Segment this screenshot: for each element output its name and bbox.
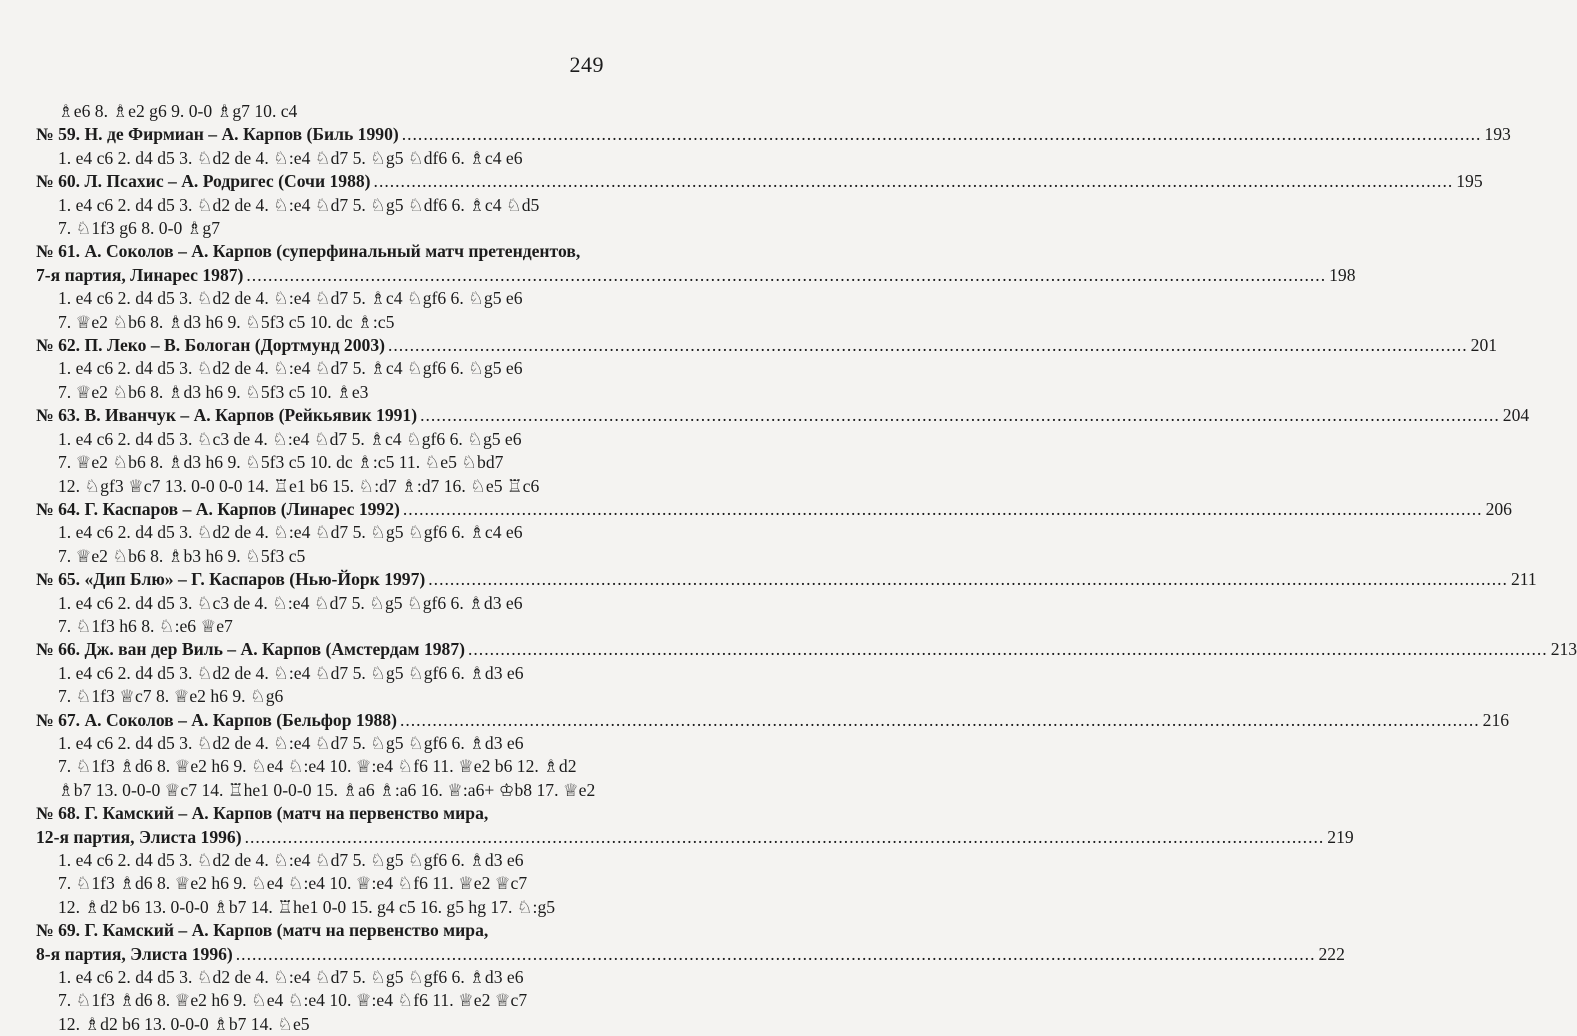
entry-title: № 67. А. Соколов – А. Карпов (Бельфор 1988) bbox=[36, 709, 397, 730]
toc-entry-heading bbox=[36, 638, 1577, 661]
toc-entry-heading bbox=[36, 123, 1511, 146]
move-sequence: 1. e4 c6 2. d4 d5 3. ♘d2 de 4. ♘:e4 ♘d7 5. ♗c4 ♘gf6 6. ♘g5 e6 bbox=[58, 358, 523, 379]
move-sequence: 12. ♗d2 b6 13. 0-0-0 ♗b7 14. ♘e5 bbox=[58, 1013, 310, 1034]
move-sequence: 1. e4 c6 2. d4 d5 3. ♘d2 de 4. ♘:e4 ♘d7 5. ♘g5 ♘gf6 6. ♗d3 e6 bbox=[58, 732, 524, 753]
entry-title: № 68. Г. Камский – А. Карпов (матч на первенство мира, bbox=[36, 803, 489, 824]
leader-dots: ........................................................................................................................................................................................................ bbox=[399, 709, 1480, 730]
entry-title: 7-я партия, Линарес 1987) bbox=[36, 264, 244, 285]
entry-title: № 66. Дж. ван дер Виль – А. Карпов (Амстердам 1987) bbox=[36, 639, 465, 660]
move-sequence: 1. e4 c6 2. d4 d5 3. ♘d2 de 4. ♘:e4 ♘d7 5. ♘g5 ♘df6 6. ♗c4 ♘d5 bbox=[58, 194, 540, 215]
move-sequence: 1. e4 c6 2. d4 d5 3. ♘d2 de 4. ♘:e4 ♘d7 5. ♘g5 ♘gf6 6. ♗d3 e6 bbox=[58, 850, 524, 870]
entry-title: № 60. Л. Псахис – А. Родригес (Сочи 1988) bbox=[36, 171, 371, 192]
leader-dots: ........................................................................................................................................................................................................ bbox=[402, 498, 1483, 519]
entry-page-number: 222 bbox=[1318, 943, 1345, 964]
move-sequence: 7. ♕e2 ♘b6 8. ♗d3 h6 9. ♘5f3 c5 10. ♗e3 bbox=[58, 381, 369, 402]
move-sequence: 7. ♘1f3 ♗d6 8. ♕e2 h6 9. ♘e4 ♘:e4 10. ♕:e4 ♘f6 11. ♕e2 ♕c7 bbox=[58, 873, 528, 894]
leader-dots: ........................................................................................................................................................................................................ bbox=[244, 826, 1325, 847]
move-sequence: 1. e4 c6 2. d4 d5 3. ♘d2 de 4. ♘:e4 ♘d7 5. ♘g5 ♘gf6 6. ♗d3 e6 bbox=[58, 662, 524, 683]
toc-entry-heading bbox=[36, 170, 1483, 193]
move-sequence: 1. e4 c6 2. d4 d5 3. ♘d2 de 4. ♘:e4 ♘d7 5. ♗c4 ♘gf6 6. ♘g5 e6 bbox=[58, 288, 523, 309]
leader-dots: ........................................................................................................................................................................................................ bbox=[235, 943, 1316, 964]
toc-entry-heading bbox=[36, 568, 1537, 591]
entry-title: № 64. Г. Каспаров – А. Карпов (Линарес 1992) bbox=[36, 498, 400, 519]
move-sequence: 12. ♗d2 b6 13. 0-0-0 ♗b7 14. ♖he1 0-0 15. g4 c5 16. g5 hg 17. ♘:g5 bbox=[58, 896, 556, 917]
entry-page-number: 201 bbox=[1470, 335, 1498, 356]
entry-title: № 61. А. Соколов – А. Карпов (суперфинальный матч претендентов, bbox=[36, 241, 581, 262]
move-sequence: 1. e4 c6 2. d4 d5 3. ♘c3 de 4. ♘:e4 ♘d7 5. ♘g5 ♘gf6 6. ♗d3 e6 bbox=[58, 592, 523, 613]
move-sequence: 7. ♕e2 ♘b6 8. ♗d3 h6 9. ♘5f3 c5 10. dc ♗:c5 bbox=[58, 311, 395, 332]
table-of-contents bbox=[36, 100, 1577, 1036]
move-sequence: 7. ♘1f3 h6 8. ♘:e6 ♕e7 bbox=[58, 615, 233, 636]
move-sequence: 7. ♘1f3 ♗d6 8. ♕e2 h6 9. ♘e4 ♘:e4 10. ♕:e4 ♘f6 11. ♕e2 ♕c7 bbox=[58, 990, 528, 1011]
leader-dots: ........................................................................................................................................................................................................ bbox=[401, 124, 1482, 145]
page-number: 249 bbox=[569, 52, 604, 77]
leader-dots: ........................................................................................................................................................................................................ bbox=[246, 264, 1327, 285]
entry-page-number: 193 bbox=[1484, 124, 1511, 145]
leader-dots: ........................................................................................................................................................................................................ bbox=[428, 569, 1508, 590]
toc-entry-heading bbox=[36, 264, 1356, 287]
entry-page-number: 206 bbox=[1485, 498, 1512, 519]
move-sequence: 7. ♕e2 ♘b6 8. ♗d3 h6 9. ♘5f3 c5 10. dc ♗:c5 11. ♘e5 ♘bd7 bbox=[58, 452, 504, 473]
move-sequence: 7. ♘1f3 g6 8. 0-0 ♗g7 bbox=[58, 218, 221, 239]
entry-page-number: 219 bbox=[1327, 826, 1354, 847]
move-sequence: 12. ♘gf3 ♕c7 13. 0-0 0-0 14. ♖e1 b6 15. ♘:d7 ♗:d7 16. ♘e5 ♖c6 bbox=[58, 475, 540, 496]
toc-entry-heading bbox=[36, 709, 1510, 732]
toc-entry-heading bbox=[36, 404, 1530, 427]
toc-entry-heading bbox=[36, 943, 1345, 966]
entry-title: № 63. В. Иванчук – А. Карпов (Рейкьявик 1991) bbox=[36, 405, 418, 426]
entry-title: № 59. Н. де Фирмиан – А. Карпов (Биль 1990) bbox=[36, 124, 399, 145]
move-sequence: 1. e4 c6 2. d4 d5 3. ♘d2 de 4. ♘:e4 ♘d7 5. ♘g5 ♘gf6 6. ♗d3 e6 bbox=[58, 967, 524, 988]
move-sequence: ♗b7 13. 0-0-0 ♕c7 14. ♖he1 0-0-0 15. ♗a6 ♗:a6 16. ♕:a6+ ♔b8 17. ♕e2 bbox=[58, 779, 596, 800]
leader-dots: ........................................................................................................................................................................................................ bbox=[373, 171, 1454, 192]
entry-page-number: 211 bbox=[1510, 569, 1537, 590]
entry-page-number: 213 bbox=[1550, 639, 1577, 660]
entry-title: 8-я партия, Элиста 1996) bbox=[36, 943, 233, 964]
move-sequence: ♗e6 8. ♗e2 g6 9. 0-0 ♗g7 10. c4 bbox=[58, 101, 298, 121]
entry-page-number: 195 bbox=[1456, 171, 1483, 192]
entry-title: № 69. Г. Камский – А. Карпов (матч на первенство мира, bbox=[36, 920, 489, 941]
toc-entry-heading bbox=[36, 498, 1512, 521]
entry-title: № 65. «Дип Блю» – Г. Каспаров (Нью-Йорк 1997) bbox=[36, 569, 426, 590]
toc-entry-heading bbox=[36, 334, 1498, 357]
move-sequence: 7. ♘1f3 ♕c7 8. ♕e2 h6 9. ♘g6 bbox=[58, 686, 284, 707]
move-sequence: 1. e4 c6 2. d4 d5 3. ♘d2 de 4. ♘:e4 ♘d7 5. ♘g5 ♘gf6 6. ♗c4 e6 bbox=[58, 522, 523, 543]
leader-dots: ........................................................................................................................................................................................................ bbox=[468, 639, 1548, 660]
entry-page-number: 204 bbox=[1502, 405, 1530, 426]
leader-dots: ........................................................................................................................................................................................................ bbox=[387, 335, 1468, 356]
toc-entry-heading bbox=[36, 826, 1354, 849]
move-sequence: 7. ♘1f3 ♗d6 8. ♕e2 h6 9. ♘e4 ♘:e4 10. ♕:e4 ♘f6 11. ♕e2 b6 12. ♗d2 bbox=[58, 756, 577, 777]
move-sequence: 1. e4 c6 2. d4 d5 3. ♘c3 de 4. ♘:e4 ♘d7 5. ♗c4 ♘gf6 6. ♘g5 e6 bbox=[58, 428, 522, 449]
entry-page-number: 216 bbox=[1482, 709, 1510, 730]
move-sequence: 1. e4 c6 2. d4 d5 3. ♘d2 de 4. ♘:e4 ♘d7 5. ♘g5 ♘df6 6. ♗c4 e6 bbox=[58, 147, 523, 168]
move-sequence: 7. ♕e2 ♘b6 8. ♗b3 h6 9. ♘5f3 c5 bbox=[58, 545, 306, 566]
entry-page-number: 198 bbox=[1329, 264, 1356, 285]
leader-dots: ........................................................................................................................................................................................................ bbox=[420, 405, 1500, 426]
entry-title: № 62. П. Леко – В. Бологан (Дортмунд 2003) bbox=[36, 335, 385, 356]
entry-title: 12-я партия, Элиста 1996) bbox=[36, 826, 242, 847]
